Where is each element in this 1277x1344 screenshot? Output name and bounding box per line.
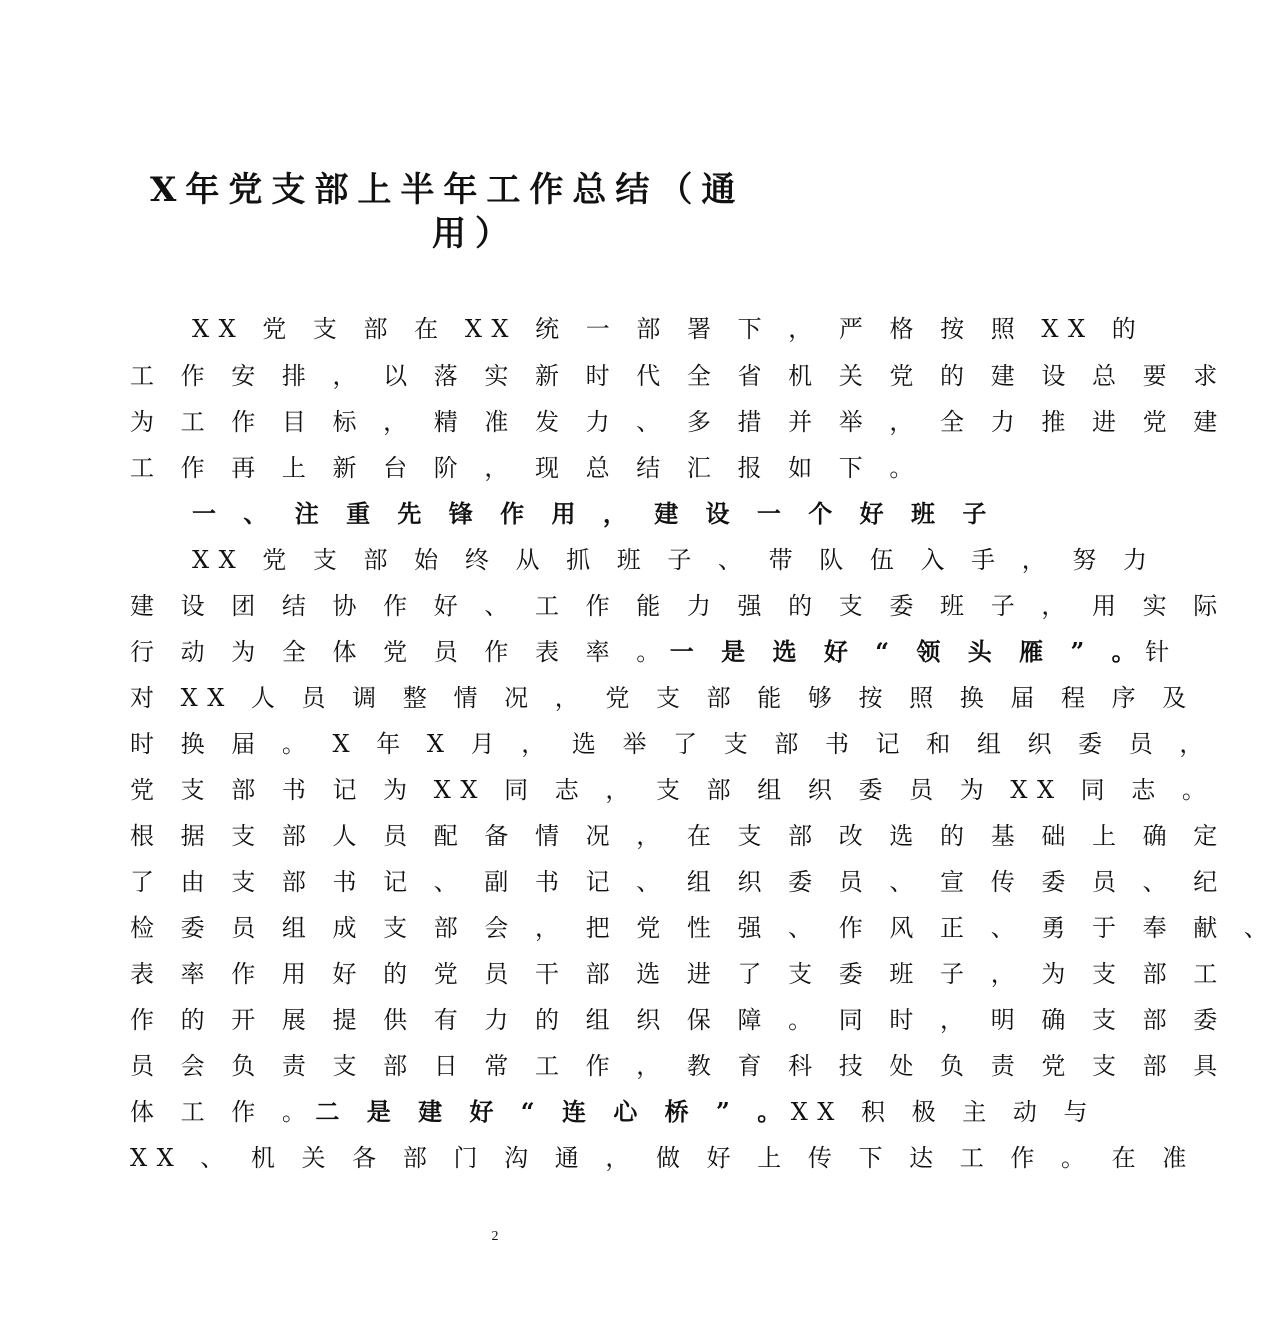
section-heading: 一 、 注 重 先 锋 作 用 ， 建 设 一 个 好 班 子 — [192, 499, 996, 528]
body-line: 对 XX 人 员 调 整 情 况 ， 党 支 部 能 够 按 照 换 届 程 序 及 — [130, 684, 1196, 712]
document-title: X年党支部上半年工作总结（通 — [150, 170, 745, 210]
highlight-text: 二 是 建 好 “ 连 心 桥 ” 。 — [315, 1097, 791, 1126]
body-line: 党 支 部 书 记 为 XX 同 志 ， 支 部 组 织 委 员 为 XX 同 志 。 — [130, 776, 1216, 804]
body-line: 员 会 负 责 支 部 日 常 工 作 ， 教 育 科 技 处 负 责 党 支 部 具 — [130, 1052, 1227, 1080]
body-line: 作 的 开 展 提 供 有 力 的 组 织 保 障 。 同 时 ， 明 确 支 部 委 — [130, 1006, 1227, 1034]
body-line: 建 设 团 结 协 作 好 、 工 作 能 力 强 的 支 委 班 子 ， 用 实 际 — [130, 592, 1227, 620]
body-line: 根 据 支 部 人 员 配 备 情 况 ， 在 支 部 改 选 的 基 础 上 确 定 — [130, 822, 1227, 850]
body-line: XX 党 支 部 始 终 从 抓 班 子 、 带 队 伍 入 手 ， 努 力 — [192, 546, 1157, 574]
body-text: 行 动 为 全 体 党 员 作 表 率 。 — [130, 638, 670, 666]
body-text: XX 积 极 主 动 与 — [790, 1098, 1098, 1126]
body-line: 工 作 安 排 ， 以 落 实 新 时 代 全 省 机 关 党 的 建 设 总 要 求 — [130, 362, 1227, 390]
body-line — [130, 1096, 1098, 1128]
body-line: XX 党 支 部 在 XX 统 一 部 署 下 ， 严 格 按 照 XX 的 — [192, 315, 1146, 343]
body-line: 工 作 再 上 新 台 阶 ， 现 总 结 汇 报 如 下 。 — [130, 454, 923, 482]
document-title-continued: 用） — [432, 214, 518, 254]
body-line: 为 工 作 目 标 ， 精 准 发 力 、 多 措 并 举 ， 全 力 推 进 党 建 — [130, 408, 1227, 436]
body-text: 体 工 作 。 — [130, 1098, 316, 1126]
page-number: 2 — [491, 1229, 499, 1244]
highlight-text: 一 是 选 好 “ 领 头 雁 ” 。 — [669, 637, 1146, 666]
body-line: 表 率 作 用 好 的 党 员 干 部 选 进 了 支 委 班 子 ， 为 支 部 工 — [130, 960, 1227, 988]
body-line: 检 委 员 组 成 支 部 会 ， 把 党 性 强 、 作 风 正 、 勇 于 奉 献 、 — [130, 914, 1277, 942]
body-line: XX 、 机 关 各 部 门 沟 通 ， 做 好 上 传 下 达 工 作 。 在 准 — [130, 1144, 1196, 1172]
body-line: 了 由 支 部 书 记 、 副 书 记 、 组 织 委 员 、 宣 传 委 员 、 纪 — [130, 868, 1227, 896]
body-line: 时 换 届 。 X 年 X 月 ， 选 举 了 支 部 书 记 和 组 织 委 员 ， — [130, 730, 1213, 758]
body-text: 针 — [1145, 638, 1179, 666]
body-line — [130, 636, 1179, 668]
